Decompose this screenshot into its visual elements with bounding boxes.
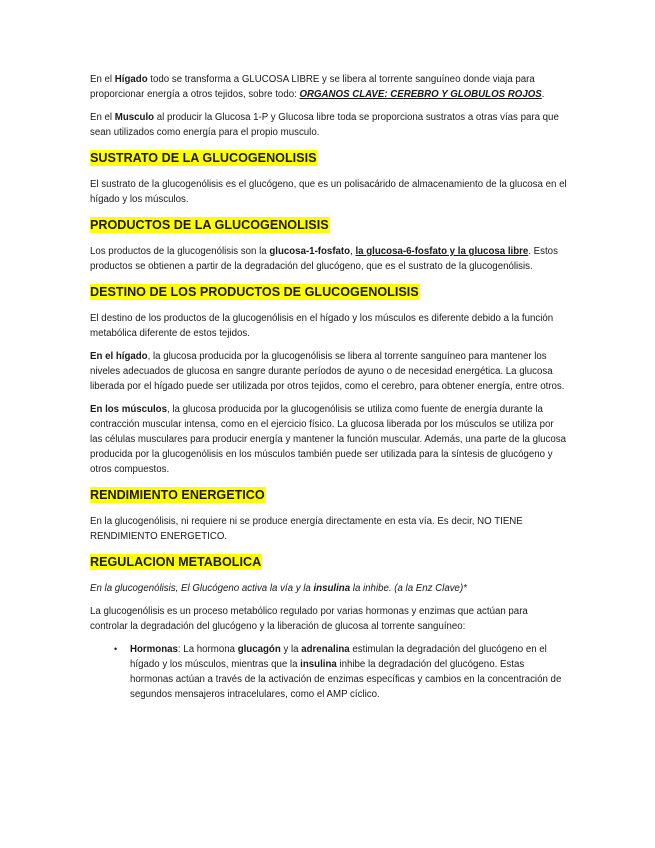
heading-sustrato: SUSTRATO DE LA GLUCOGENOLISIS [90,151,317,165]
term-glucosa-6-fosfato: la glucosa-6-fosfato y la glucosa libre [355,246,529,257]
paragraph-rendimiento: En la glucogenólisis, ni requiere ni se produce energía directamente en esta vía. Es decir, NO TIENE RENDIMIENTO ENERGETICO. [90,516,523,542]
document-page [90,72,568,702]
heading-productos: PRODUCTOS DE LA GLUCOGENOLISIS [90,218,329,232]
paragraph-destino: El destino de los productos de la glucogenólisis en el hígado y los músculos es diferente debido a la función metabólica diferente de estos tejidos. [90,313,554,339]
heading-destino: DESTINO DE LOS PRODUCTOS DE GLUCOGENOLISIS [90,285,419,299]
paragraph-regulacion-note: En la glucogenólisis, El Glucógeno activa la vía y la insulina la inhibe. (a la Enz Clave)* [90,583,467,594]
regulation-list [90,642,568,702]
paragraph-destino-musculos: En los músculos, la glucosa producida por la glucogenólisis se utiliza como fuente de energía durante la contracción muscular intensa, como en el ejercicio físico. La glucosa liberada por los músculos se utiliza por las células musculares para producir energía y mantener la función muscular. Además, una parte de la glucosa producida por la glucogenólisis en los músculos también puede ser utilizada para la síntesis de glucógeno y otros compuestos. [90,404,567,475]
paragraph-musculo: En el Musculo al producir la Glucosa 1-P y Glucosa libre toda se proporciona sustratos a otras vías para que sean utilizados como energía para el propio musculo. [90,112,559,138]
heading-rendimiento: RENDIMIENTO ENERGETICO [90,488,265,502]
term-higado: Hígado [114,74,148,85]
list-item-hormonas: • Hormonas: La hormona glucagón y la adrenalina estimulan la degradación del glucógeno en el hígado y los músculos, mientras que la insulina inhibe la degradación del glucógeno. Estas hormonas actúan a través de la activación de enzimas específicas y cambios en la concentración de segundos mensajeros intracelulares, como el AMP cíclico. [114,644,562,700]
heading-regulacion: REGULACION METABOLICA [90,555,262,569]
paragraph-productos: Los productos de la glucogenólisis son la glucosa-1-fosfato, la glucosa-6-fosfato y la glucosa libre. Estos productos se obtienen a partir de la degradación del glucógeno, que es el sustrato de la glucogenólisis. [90,246,558,272]
organos-clave-text: ORGANOS CLAVE: CEREBRO Y GLOBULOS ROJOS [299,89,542,100]
paragraph-sustrato: El sustrato de la glucogenólisis es el glucógeno, que es un polisacárido de almacenamiento de la glucosa en el hígado y los músculos. [90,179,567,205]
paragraph-higado: En el Hígado todo se transforma a GLUCOSA LIBRE y se libera al torrente sanguíneo donde viaja para proporcionar energía a otros tejidos, sobre todo: ORGANOS CLAVE: CEREBRO Y GLOBULOS ROJOS. [90,74,545,100]
paragraph-destino-higado: En el hígado, la glucosa producida por la glucogenólisis se libera al torrente sanguíneo para mantener los niveles adecuados de glucosa en sangre durante períodos de ayuno o de necesidad energética. La glucosa liberada por el hígado puede ser utilizada por otros tejidos, como el cerebro, para obtener energía, entre otros. [90,351,565,392]
bullet-icon: • [114,644,118,654]
term-glucosa-1-fosfato: glucosa-1-fosfato [269,246,351,257]
term-musculo: Musculo [114,112,155,123]
paragraph-regulacion: La glucogenólisis es un proceso metabólico regulado por varias hormonas y enzimas que actúan para controlar la degradación del glucógeno y la liberación de glucosa al torrente sanguíneo: [90,606,528,632]
